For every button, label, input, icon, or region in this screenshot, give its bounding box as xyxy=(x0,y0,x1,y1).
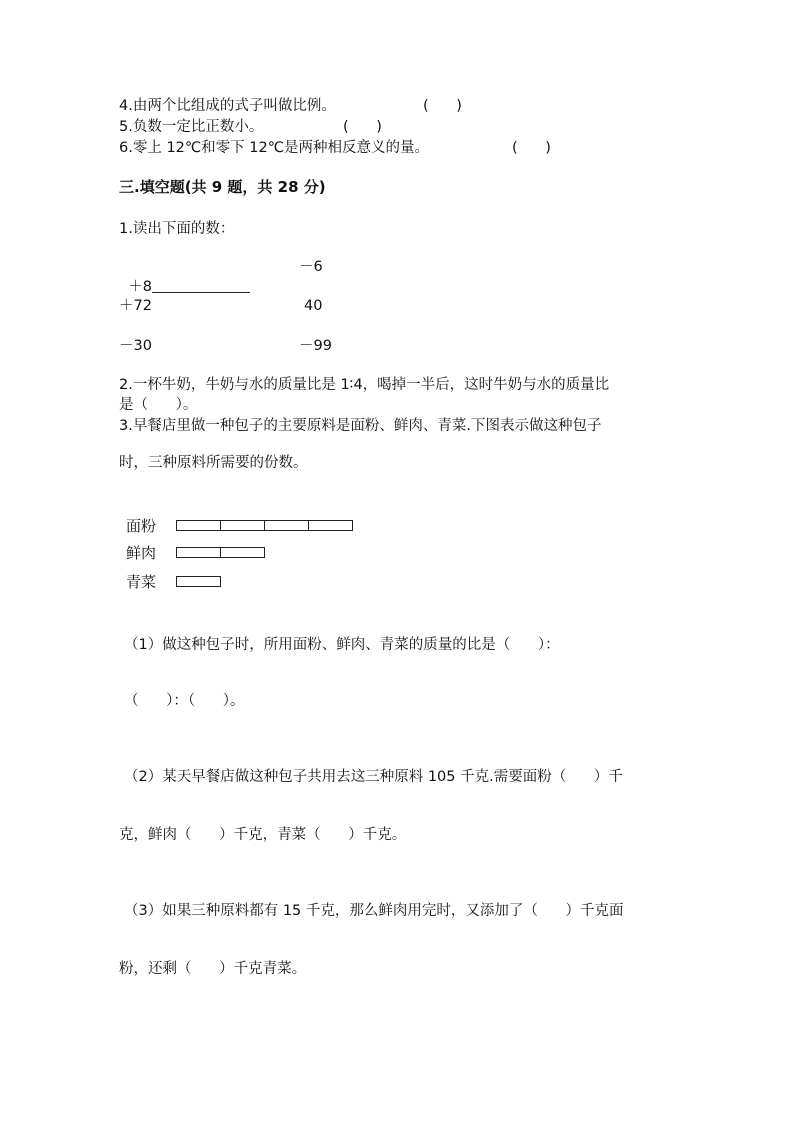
bar-segment xyxy=(176,520,221,531)
number-text: ＋8 xyxy=(128,279,152,295)
bar-label: 面粉 xyxy=(126,517,157,535)
q3-sub1-line1: （1）做这种包子时，所用面粉、鲜肉、青菜的质量的比是（ ）： xyxy=(124,637,560,653)
q3-sub2-line2: 克，鲜肉（ ）千克，青菜（ ）千克。 xyxy=(119,827,407,843)
segment-bar xyxy=(176,576,220,587)
bar-segment xyxy=(220,547,265,558)
q1-item-minus99: －99 xyxy=(299,338,332,354)
segment-bar xyxy=(176,520,352,531)
q3-sub3-line2: 粉，还剩（ ）千克青菜。 xyxy=(119,961,307,977)
judge-q6: 6.零上 12℃和零下 12℃是两种相反意义的量。 xyxy=(119,140,430,156)
q1-item-plus8 xyxy=(119,257,250,297)
answer-blank[interactable] xyxy=(152,278,250,293)
q2-line2: 是（ ）。 xyxy=(119,397,198,413)
q1-item-40: 40 xyxy=(304,298,323,314)
segment-bar xyxy=(176,547,264,558)
judge-q5-answer-paren[interactable]: ( ) xyxy=(343,119,382,135)
q2-line1: 2.一杯牛奶，牛奶与水的质量比是 1∶4，喝掉一半后，这时牛奶与水的质量比 xyxy=(119,377,610,393)
q1-item-plus72: ＋72 xyxy=(119,298,152,314)
bar-segment xyxy=(308,520,353,531)
bar-label: 青菜 xyxy=(126,573,157,591)
bar-segment xyxy=(220,520,265,531)
judge-q6-answer-paren[interactable]: ( ) xyxy=(512,140,551,156)
judge-q4: 4.由两个比组成的式子叫做比例。 xyxy=(119,98,336,114)
judge-q4-answer-paren[interactable]: ( ) xyxy=(423,98,462,114)
q3-line1: 3.早餐店里做一种包子的主要原料是面粉、鲜肉、青菜.下图表示做这种包子 xyxy=(119,418,602,434)
section-title: 三.填空题(共 9 题，共 28 分) xyxy=(119,178,326,196)
q3-sub3-line1: （3）如果三种原料都有 15 千克，那么鲜肉用完时，又添加了（ ）千克面 xyxy=(124,903,624,919)
q3-sub1-line2: （ ）：（ ）。 xyxy=(124,693,245,709)
judge-q5: 5.负数一定比正数小。 xyxy=(119,119,264,135)
bar-segment xyxy=(176,576,221,587)
q1-item-minus6: －6 xyxy=(299,259,323,275)
q3-line2: 时，三种原料所需要的份数。 xyxy=(119,455,308,471)
bar-segment xyxy=(264,520,309,531)
q3-sub2-line1: （2）某天早餐店做这种包子共用去这三种原料 105 千克.需要面粉（ ）千 xyxy=(124,769,623,785)
q1-prompt: 1.读出下面的数： xyxy=(119,221,235,237)
bar-label: 鲜肉 xyxy=(126,544,157,562)
bar-segment xyxy=(176,547,221,558)
q1-item-minus30: －30 xyxy=(119,338,152,354)
